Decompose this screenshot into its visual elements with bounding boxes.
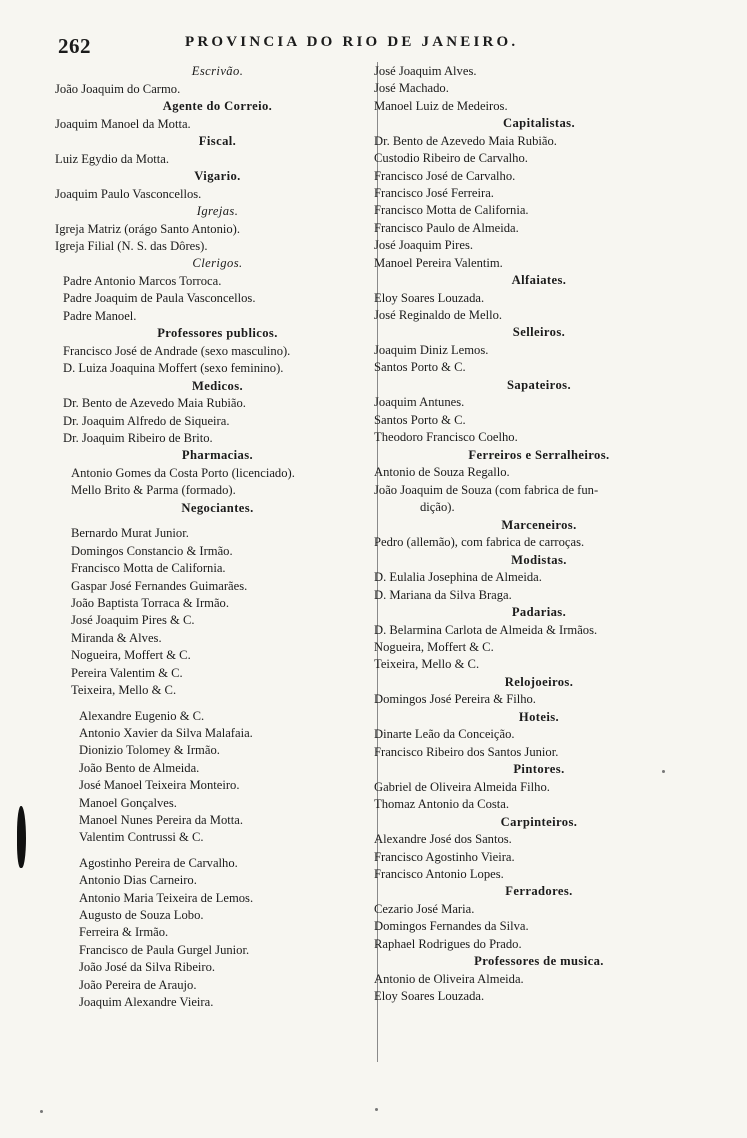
entry: Dr. Bento de Azevedo Maia Rubião. — [374, 133, 557, 148]
speck — [375, 1108, 378, 1111]
section-heading-escrivao: Escrivão. — [191, 64, 244, 78]
entry: Gaspar José Fernandes Guimarães. — [71, 578, 248, 593]
page-number: 262 — [58, 34, 91, 58]
entry: Nogueira, Moffert & C. — [374, 639, 494, 654]
entry: Dinarte Leão da Conceição. — [374, 727, 515, 742]
entry: Joaquim Paulo Vasconcellos. — [55, 186, 202, 201]
section-heading-marceneiros: Marceneiros. — [501, 517, 577, 532]
entry: Francisco Agostinho Vieira. — [374, 849, 515, 864]
entry: Domingos Fernandes da Silva. — [374, 919, 529, 934]
entry: Teixeira, Mello & C. — [374, 657, 480, 672]
entry: Pedro (allemão), com fabrica de carroças. — [374, 535, 585, 550]
entry: D. Mariana da Silva Braga. — [374, 587, 512, 602]
section-heading-ferreiros: Ferreiros e Serralheiros. — [468, 447, 610, 462]
entry: Antonio de Oliveira Almeida. — [374, 971, 524, 986]
entry: Custodio Ribeiro de Carvalho. — [374, 151, 528, 166]
spacer — [55, 517, 380, 525]
section-heading-vigario: Vigario. — [194, 169, 241, 183]
entry: Bernardo Murat Junior. — [71, 526, 189, 541]
entry: Teixeira, Mello & C. — [71, 683, 177, 698]
section-heading-pharmacias: Pharmacias. — [181, 448, 254, 463]
entry: Dionizio Tolomey & Irmão. — [79, 743, 220, 758]
entry: D. Belarmina Carlota de Almeida & Irmãos. — [374, 622, 598, 637]
entry: José Manoel Teixeira Monteiro. — [79, 778, 240, 793]
left-column — [55, 63, 380, 1011]
entry: José Joaquim Pires & C. — [71, 613, 195, 628]
entry: Theodoro Francisco Coelho. — [374, 430, 518, 445]
entry: Joaquim Diniz Lemos. — [374, 343, 489, 358]
entry: Santos Porto & C. — [374, 360, 466, 375]
entry: João Bento de Almeida. — [79, 760, 200, 775]
entry: Manoel Luiz de Medeiros. — [374, 98, 508, 113]
entry: Antonio de Souza Regallo. — [374, 465, 510, 480]
section-heading-negociantes: Negociantes. — [181, 500, 254, 515]
entry: Francisco Antonio Lopes. — [374, 866, 504, 881]
entry: José Reginaldo de Mello. — [374, 308, 503, 323]
entry: Nogueira, Moffert & C. — [71, 648, 191, 663]
entry-continuation: dição). — [420, 500, 455, 515]
entry: Manoel Nunes Pereira da Motta. — [79, 812, 244, 827]
entry: Dr. Bento de Azevedo Maia Rubião. — [63, 396, 246, 411]
entry: Eloy Soares Louzada. — [374, 989, 485, 1004]
entry: Domingos Constancio & Irmão. — [71, 543, 233, 558]
entry: Francisco José Ferreira. — [374, 186, 494, 201]
entry: Francisco Motta de California. — [71, 561, 226, 576]
entry: Raphael Rodrigues do Prado. — [374, 936, 522, 951]
ink-blot — [17, 806, 26, 868]
entry: Antonio Maria Teixeira de Lemos. — [79, 890, 254, 905]
entry: Augusto de Souza Lobo. — [79, 907, 204, 922]
entry: Manoel Pereira Valentim. — [374, 255, 503, 270]
section-heading-medicos: Medicos. — [191, 378, 244, 393]
entry: Igreja Filial (N. S. das Dôres). — [55, 239, 208, 253]
entry: Domingos José Pereira & Filho. — [374, 692, 536, 707]
entry: Ferreira & Irmão. — [79, 925, 169, 940]
section-heading-professores-musica: Professores de musica. — [474, 954, 604, 969]
entry: Francisco Motta de California. — [374, 203, 529, 218]
section-heading-modistas: Modistas. — [511, 552, 567, 567]
entry: José Machado. — [374, 81, 449, 96]
entry: D. Eulalia Josephina de Almeida. — [374, 570, 542, 585]
entry: Mello Brito & Parma (formado). — [71, 483, 236, 498]
section-heading-ferradores: Ferradores. — [505, 884, 573, 899]
section-heading-clerigos: Clerigos. — [192, 256, 243, 271]
entry: Padre Antonio Marcos Torroca. — [63, 274, 222, 288]
entry: Igreja Matriz (orágo Santo Antonio). — [55, 221, 241, 236]
section-heading-selleiros: Selleiros. — [512, 325, 566, 340]
entry: Francisco José de Andrade (sexo masculino). — [63, 343, 291, 358]
entry: João Joaquim do Carmo. — [55, 81, 181, 96]
section-heading-professores-publicos: Professores publicos. — [157, 326, 278, 341]
section-heading-relojoeiros: Relojoeiros. — [504, 674, 574, 689]
entry: Francisco Paulo de Almeida. — [374, 220, 519, 235]
entry: Alexandre José dos Santos. — [374, 832, 512, 847]
section-heading-sapateiros: Sapateiros. — [507, 377, 571, 392]
section-heading-carpinteiros: Carpinteiros. — [500, 814, 578, 829]
entry: D. Luiza Joaquina Moffert (sexo feminino). — [63, 361, 284, 376]
speck — [40, 1110, 43, 1113]
entry: Joaquim Alexandre Vieira. — [79, 995, 214, 1009]
entry: Padre Joaquim de Paula Vasconcellos. — [63, 291, 256, 306]
entry: Cezario José Maria. — [374, 901, 475, 916]
entry: Dr. Joaquim Alfredo de Siqueira. — [63, 413, 230, 428]
entry: Pereira Valentim & C. — [71, 665, 183, 680]
section-heading-fiscal: Fiscal. — [198, 134, 237, 148]
entry: João Joaquim de Souza (com fabrica de fun- — [374, 482, 599, 497]
entry: João Pereira de Araujo. — [79, 977, 197, 992]
section-heading-padarias: Padarias. — [511, 604, 567, 619]
entry: Valentim Contrussi & C. — [79, 830, 204, 845]
entry: Thomaz Antonio da Costa. — [374, 797, 510, 812]
entry: Antonio Xavier da Silva Malafaia. — [79, 725, 253, 740]
section-heading-alfaiates: Alfaiates. — [511, 273, 567, 288]
section-heading-agente-correio: Agente do Correio. — [162, 99, 273, 113]
entry: Francisco José de Carvalho. — [374, 168, 516, 183]
entry: João Baptista Torraca & Irmão. — [71, 596, 230, 611]
entry: João José da Silva Ribeiro. — [79, 960, 216, 975]
entry: Joaquim Antunes. — [374, 395, 465, 410]
section-heading-igrejas: Igrejas. — [196, 204, 239, 218]
section-heading-pintores: Pintores. — [513, 762, 565, 777]
spacer — [55, 847, 380, 855]
entry: Dr. Joaquim Ribeiro de Brito. — [63, 431, 213, 446]
entry: José Joaquim Pires. — [374, 238, 473, 253]
entry: Padre Manoel. — [63, 308, 137, 323]
entry: Alexandre Eugenio & C. — [79, 708, 205, 723]
entry: Antonio Gomes da Costa Porto (licenciado). — [71, 466, 295, 481]
entry: Gabriel de Oliveira Almeida Filho. — [374, 779, 550, 794]
running-title: PROVINCIA DO RIO DE JANEIRO. — [185, 34, 519, 50]
spacer — [55, 700, 380, 708]
entry: Santos Porto & C. — [374, 412, 466, 427]
right-column — [374, 63, 704, 1006]
entry: Luiz Egydio da Motta. — [55, 151, 170, 166]
entry: Eloy Soares Louzada. — [374, 290, 485, 305]
entry: Manoel Gonçalves. — [79, 795, 177, 810]
entry: Francisco de Paula Gurgel Junior. — [79, 942, 250, 957]
entry: Francisco Ribeiro dos Santos Junior. — [374, 744, 559, 759]
entry: Agostinho Pereira de Carvalho. — [79, 855, 238, 870]
section-heading-capitalistas: Capitalistas. — [502, 116, 576, 131]
entry: Antonio Dias Carneiro. — [79, 873, 197, 888]
entry: Miranda & Alves. — [71, 630, 162, 645]
section-heading-hoteis: Hoteis. — [518, 709, 560, 724]
entry: Joaquim Manoel da Motta. — [55, 116, 191, 131]
entry: José Joaquim Alves. — [374, 64, 477, 78]
